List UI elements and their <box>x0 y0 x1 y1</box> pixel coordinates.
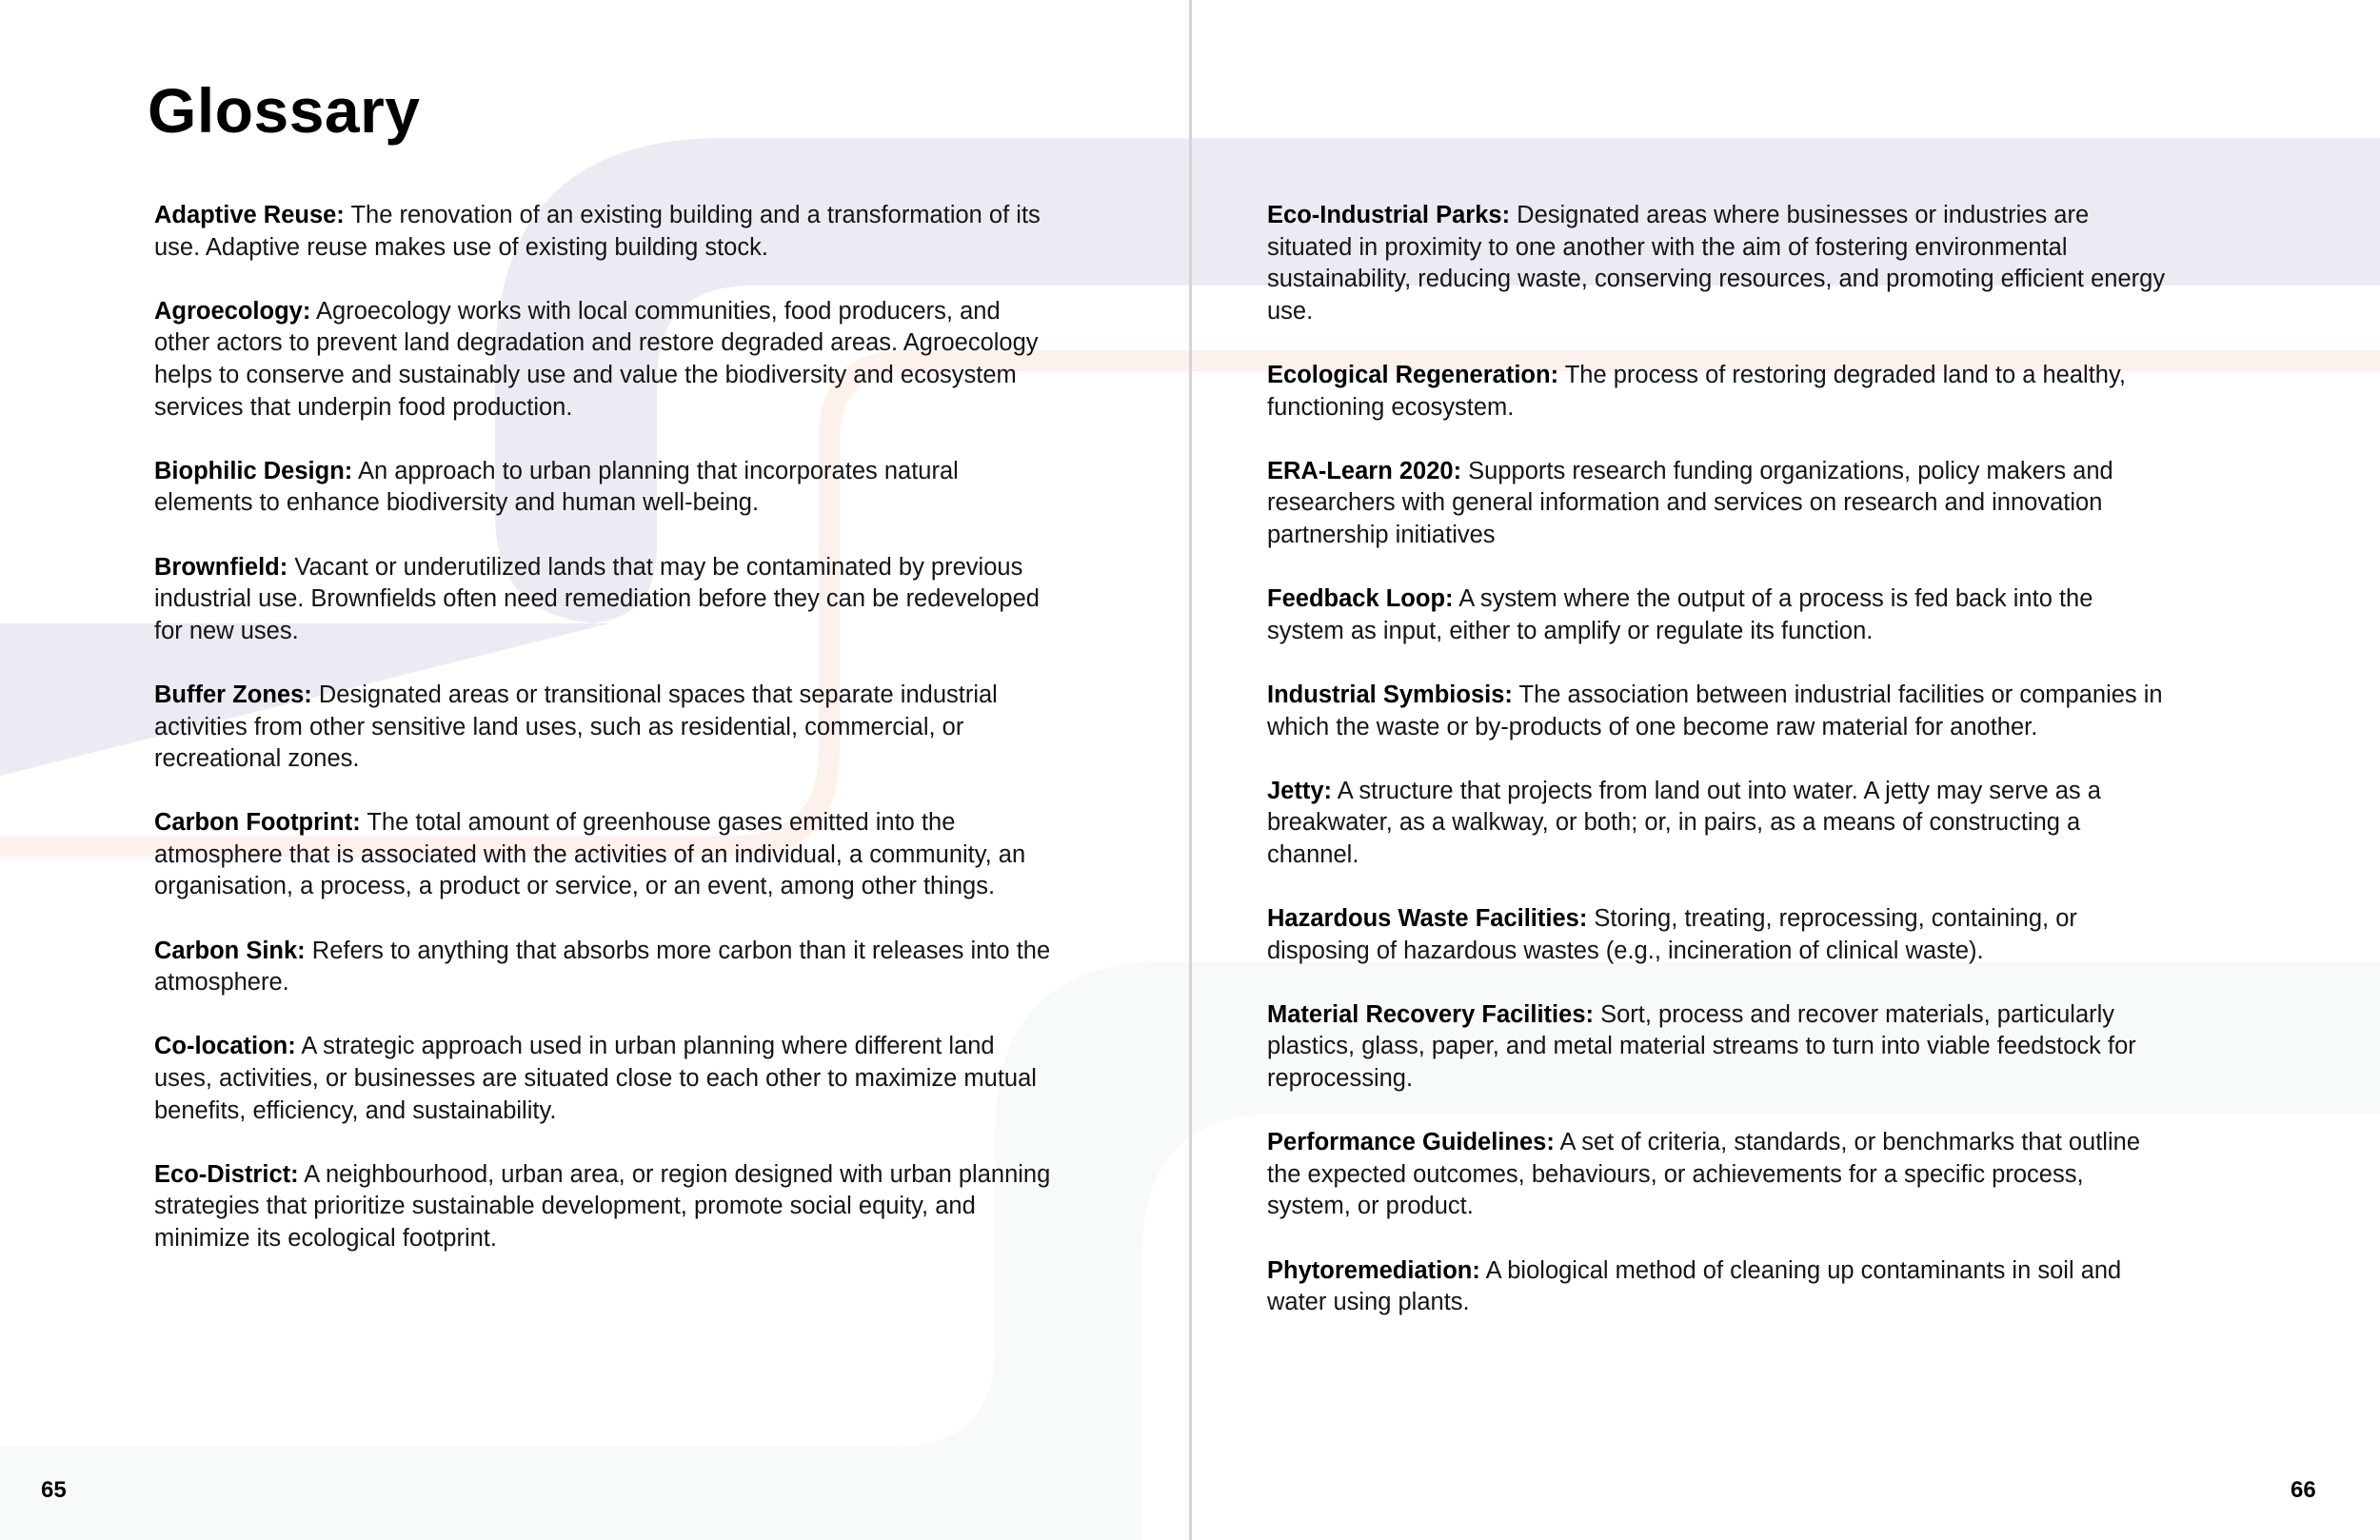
glossary-entry <box>154 936 1054 999</box>
glossary-definition: A system where the output of a process is fed back into the system as input, either to amplify or regulate its function. <box>1267 585 2093 644</box>
glossary-left-column <box>154 200 1054 1287</box>
glossary-definition: Agroecology works with local communities, food producers, and other actors to prevent land degradation and restore degraded areas. Agroecology helps to conserve and sustainably use and value the biodiversity and ecosystem services that underpin food production. <box>154 297 1039 421</box>
glossary-definition: The association between industrial facilities or companies in which the waste or by-products of one become raw material for another. <box>1267 681 2163 740</box>
glossary-entry <box>1267 776 2167 872</box>
glossary-term: Carbon Footprint: <box>154 809 361 837</box>
glossary-entry <box>1267 1127 2167 1223</box>
glossary-definition: The renovation of an existing building and a transformation of its use. Adaptive reuse makes use of existing building stock. <box>154 202 1041 261</box>
glossary-entry <box>154 1159 1054 1255</box>
glossary-definition: A strategic approach used in urban planning where different land uses, activities, or businesses are situated close to each other to maximize mutual benefits, efficiency, and sustainability. <box>154 1033 1037 1124</box>
glossary-entry <box>154 680 1054 776</box>
glossary-term: Jetty: <box>1267 777 1333 804</box>
glossary-definition: Storing, treating, reprocessing, containing, or disposing of hazardous wastes (e.g., incineration of clinical waste). <box>1267 905 2077 964</box>
glossary-term: Carbon Sink: <box>154 937 306 964</box>
glossary-definition: Refers to anything that absorbs more carbon than it releases into the atmosphere. <box>154 937 1051 997</box>
glossary-definition: Designated areas or transitional spaces that separate industrial activities from other sensitive land uses, such as residential, commercial, or recreational zones. <box>154 681 998 773</box>
page-number-left: 65 <box>41 1477 67 1503</box>
glossary-term: Adaptive Reuse: <box>154 202 345 228</box>
glossary-definition: An approach to urban planning that incorporates natural elements to enhance biodiversity and human well-being. <box>154 457 959 517</box>
glossary-definition: A neighbourhood, urban area, or region designed with urban planning strategies that prioritize sustainable development, promote social equity, and minimize its ecological footprint. <box>154 1160 1051 1252</box>
glossary-entry <box>1267 456 2167 552</box>
glossary-entry <box>1267 999 2167 1096</box>
glossary-entry <box>1267 583 2167 647</box>
glossary-term: Material Recovery Facilities: <box>1267 1000 1594 1028</box>
glossary-entry <box>1267 200 2167 327</box>
glossary-definition: Sort, process and recover materials, particularly plastics, glass, paper, and metal material streams to turn into viable feedstock for reprocessing. <box>1267 1000 2136 1093</box>
glossary-entry <box>1267 680 2167 743</box>
glossary-entry <box>154 296 1054 424</box>
glossary-entry <box>154 200 1054 264</box>
glossary-term: Agroecology: <box>154 297 311 325</box>
glossary-definition: A set of criteria, standards, or benchmarks that outline the expected outcomes, behaviours, or achievements for a specific process, system, or product. <box>1267 1129 2141 1220</box>
glossary-definition: Designated areas where businesses or industries are situated in proximity to one another with the aim of fostering environmental sustainability, reducing waste, conserving resources, and promoting efficient energy use. <box>1267 202 2166 325</box>
glossary-term: Eco-Industrial Parks: <box>1267 202 1511 228</box>
glossary-definition: Vacant or underutilized lands that may be contaminated by previous industrial use. Brownfields often need remediation before they can be redeveloped for new uses. <box>154 553 1040 644</box>
glossary-term: ERA-Learn 2020: <box>1267 457 1462 484</box>
glossary-term: Industrial Symbiosis: <box>1267 681 1513 708</box>
page-title: Glossary <box>148 75 421 146</box>
glossary-entry <box>154 456 1054 520</box>
glossary-term: Hazardous Waste Facilities: <box>1267 905 1588 933</box>
glossary-entry <box>1267 360 2167 424</box>
glossary-term: Biophilic Design: <box>154 457 353 484</box>
glossary-definition: Supports research funding organizations, policy makers and researchers with general information and services on research and innovation partnership initiatives <box>1267 457 2113 548</box>
glossary-term: Performance Guidelines: <box>1267 1129 1555 1156</box>
glossary-definition: The total amount of greenhouse gases emitted into the atmosphere that is associated with the activities of an individual, a community, an organisation, a process, a product or service, or an event, among other things. <box>154 809 1026 900</box>
glossary-term: Buffer Zones: <box>154 681 312 708</box>
glossary-definition: A structure that projects from land out into water. A jetty may serve as a breakwater, as a walkway, or both; or, in pairs, as a means of constructing a channel. <box>1267 777 2101 868</box>
glossary-term: Brownfield: <box>154 553 288 581</box>
glossary-definition: A biological method of cleaning up contaminants in soil and water using plants. <box>1267 1256 2122 1316</box>
glossary-term: Phytoremediation: <box>1267 1256 1480 1284</box>
glossary-term: Feedback Loop: <box>1267 585 1454 613</box>
glossary-entry <box>1267 903 2167 967</box>
glossary-definition: The process of restoring degraded land to a healthy, functioning ecosystem. <box>1267 361 2126 421</box>
glossary-entry <box>154 1031 1054 1127</box>
glossary-term: Co-location: <box>154 1033 296 1060</box>
glossary-entry <box>154 552 1054 648</box>
glossary-term: Ecological Regeneration: <box>1267 361 1559 388</box>
glossary-right-column <box>1267 200 2167 1351</box>
glossary-term: Eco-District: <box>154 1160 299 1188</box>
page-number-right: 66 <box>2291 1477 2316 1503</box>
page-spine <box>1189 0 1192 1540</box>
glossary-entry <box>1267 1255 2167 1319</box>
glossary-entry <box>154 807 1054 903</box>
